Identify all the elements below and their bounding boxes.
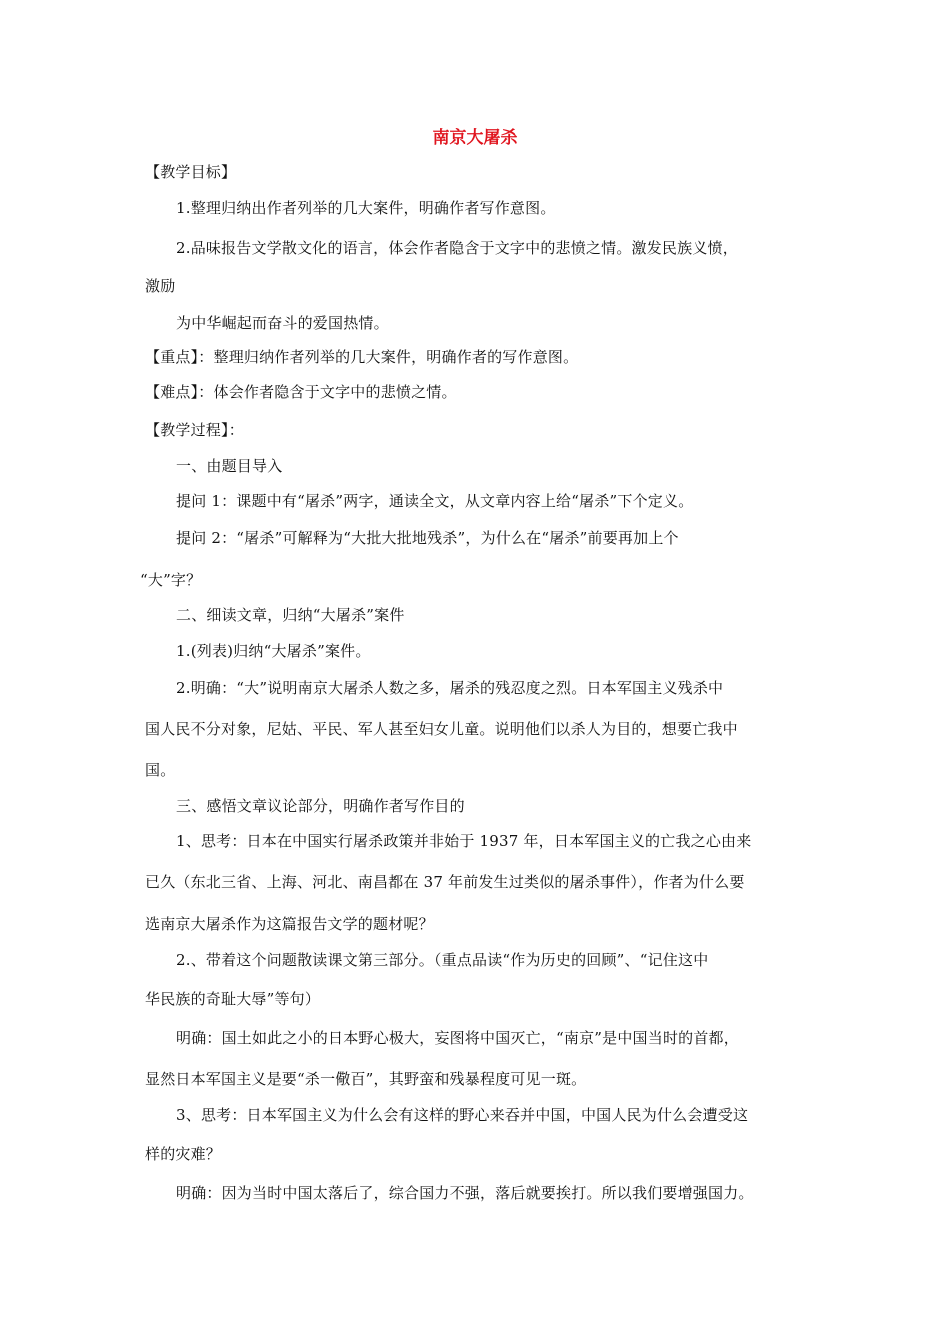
paragraph-line: 选南京大屠杀作为这篇报告文学的题材呢？ [145,915,434,933]
paragraph-line: 2.、带着这个问题散读课文第三部分。（重点品读“作为历史的回顾”、“记住这中 [176,951,709,969]
paragraph-line: “大”字？ [140,571,202,589]
section-heading-objectives: 【教学目标】 [145,163,237,181]
paragraph-line: 2.明确：“大”说明南京大屠杀人数之多，屠杀的残忍度之烈。日本军国主义残杀中 [176,679,724,697]
paragraph-line: 1.整理归纳出作者列举的几大案件，明确作者写作意图。 [176,199,556,217]
paragraph-line: 显然日本军国主义是要“杀一儆百”，其野蛮和残暴程度可见一斑。 [145,1070,587,1088]
paragraph-line: 明确：国土如此之小的日本野心极大，妄图将中国灭亡，“南京”是中国当时的首都， [176,1029,739,1047]
paragraph-line: 为中华崛起而奋斗的爱国热情。 [176,314,389,332]
paragraph-line: 1、思考：日本在中国实行屠杀政策并非始于 1937 年，日本军国主义的亡我之心由来 [176,832,752,850]
subheading-line: 二、细读文章，归纳“大屠杀”案件 [176,606,405,624]
paragraph-line: 样的灾难？ [145,1145,222,1163]
paragraph-line: 激励 [145,277,176,295]
paragraph-line: 2.品味报告文学散文化的语言，体会作者隐含于文字中的悲愤之情。激发民族义愤， [176,239,738,257]
paragraph-line: 提问 2：“屠杀”可解释为“大批大批地残杀”，为什么在“屠杀”前要再加上个 [176,529,679,547]
subheading-line: 三、感悟文章议论部分，明确作者写作目的 [176,797,465,815]
document-title: 南京大屠杀 [432,128,518,148]
section-heading-process: 【教学过程】： [145,421,244,439]
paragraph-line: 国人民不分对象，尼姑、平民、军人甚至妇女儿童。说明他们以杀人为目的，想要亡我中 [145,720,738,738]
subheading-line: 一、由题目导入 [176,457,283,475]
paragraph-line: 华民族的奇耻大辱”等句） [145,990,321,1008]
key-points-line: 【重点】：整理归纳作者列举的几大案件，明确作者的写作意图。 [145,348,579,366]
paragraph-line: 国。 [145,761,176,779]
paragraph-line: 明确：因为当时中国太落后了，综合国力不强，落后就要挨打。所以我们要增强国力。 [176,1184,754,1202]
paragraph-line: 已久（东北三省、上海、河北、南昌都在 37 年前发生过类似的屠杀事件），作者为什么要 [145,873,745,891]
paragraph-line: 3、思考：日本军国主义为什么会有这样的野心来吞并中国，中国人民为什么会遭受这 [176,1106,749,1124]
paragraph-line: 1.(列表)归纳“大屠杀”案件。 [176,642,371,660]
paragraph-line: 提问 1：课题中有“屠杀”两字，通读全文，从文章内容上给“屠杀”下个定义。 [176,492,694,510]
difficulties-line: 【难点】：体会作者隐含于文字中的悲愤之情。 [145,383,457,401]
